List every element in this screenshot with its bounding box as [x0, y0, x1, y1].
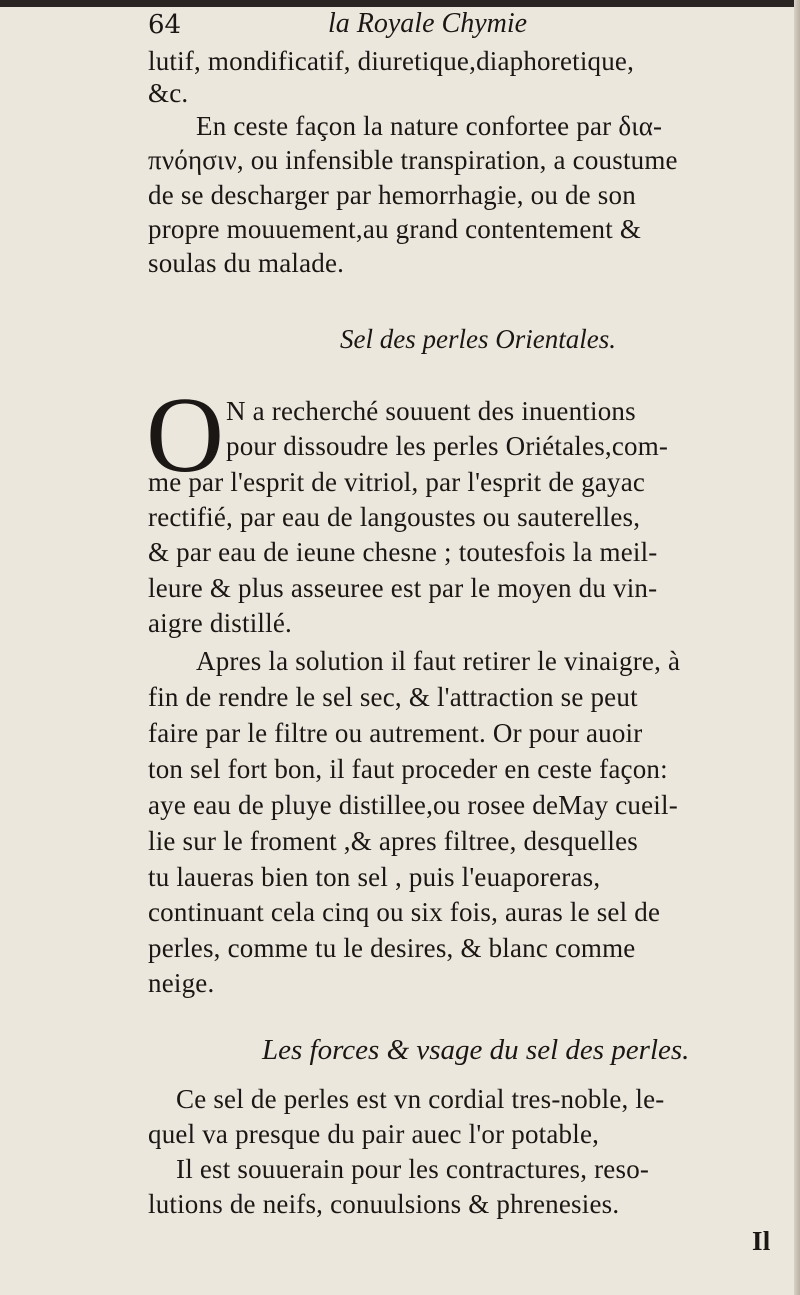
- text-line: Ce sel de perles est vn cordial tres-noble, le-: [176, 1084, 665, 1114]
- text-line: soulas du malade.: [148, 248, 345, 278]
- text-line: lie sur le froment ,& apres filtree, desquelles: [148, 826, 638, 856]
- text-line: En ceste façon la nature confortee par δια-: [196, 111, 663, 141]
- text-line: rectifié, par eau de langoustes ou sauterelles,: [148, 502, 641, 532]
- section-heading: Les forces & vsage du sel des perles.: [262, 1034, 690, 1066]
- text-line: quel va presque du pair auec l'or potable,: [148, 1119, 600, 1149]
- section-heading: Sel des perles Orientales.: [340, 324, 616, 354]
- text-line: N a recherché souuent des inuentions: [226, 396, 636, 426]
- text-line: aigre distillé.: [148, 608, 292, 638]
- text-line: perles, comme tu le desires, & blanc comme: [148, 933, 636, 963]
- running-title: la Royale Chymie: [328, 8, 528, 39]
- text-line: de se descharger par hemorrhagie, ou de son: [148, 180, 636, 210]
- text-line: lutif, mondificatif, diuretique,diaphoretique,: [148, 46, 635, 76]
- text-line: aye eau de pluye distillee,ou rosee deMay cueil-: [148, 790, 678, 820]
- running-head: [148, 10, 748, 46]
- text-line: Il est souuerain pour les contractures, reso-: [176, 1154, 650, 1184]
- text-line: faire par le filtre ou autrement. Or pour auoir: [148, 718, 643, 748]
- text-line: me par l'esprit de vitriol, par l'esprit de gayac: [148, 467, 646, 497]
- text-line: Apres la solution il faut retirer le vinaigre, à: [196, 646, 681, 676]
- text-line: lutions de neifs, conuulsions & phrenesies.: [148, 1189, 620, 1219]
- text-line: & par eau de ieune chesne ; toutesfois la meil-: [148, 537, 658, 567]
- text-line: tu laueras bien ton sel , puis l'euaporeras,: [148, 862, 601, 892]
- text-line: propre mouuement,au grand contentement &: [148, 214, 642, 244]
- catchword: Il: [752, 1226, 771, 1256]
- text-line: neige.: [148, 968, 215, 998]
- text-line: πνόησιν, ou infensible transpiration, a coustume: [148, 145, 678, 175]
- page-number: 64: [148, 10, 182, 40]
- text-line: ton sel fort bon, il faut proceder en ceste façon:: [148, 754, 668, 784]
- page-right-edge: [794, 0, 800, 1295]
- drop-cap: O: [146, 376, 224, 495]
- text-line: leure & plus asseuree est par le moyen du vin-: [148, 573, 658, 603]
- text-line: fin de rendre le sel sec, & l'attraction se peut: [148, 682, 638, 712]
- text-line: pour dissoudre les perles Oriétales,com-: [226, 431, 669, 461]
- text-line: continuant cela cinq ou six fois, auras le sel de: [148, 897, 661, 927]
- text-line: &c.: [148, 78, 189, 108]
- page-top-edge: [0, 0, 800, 7]
